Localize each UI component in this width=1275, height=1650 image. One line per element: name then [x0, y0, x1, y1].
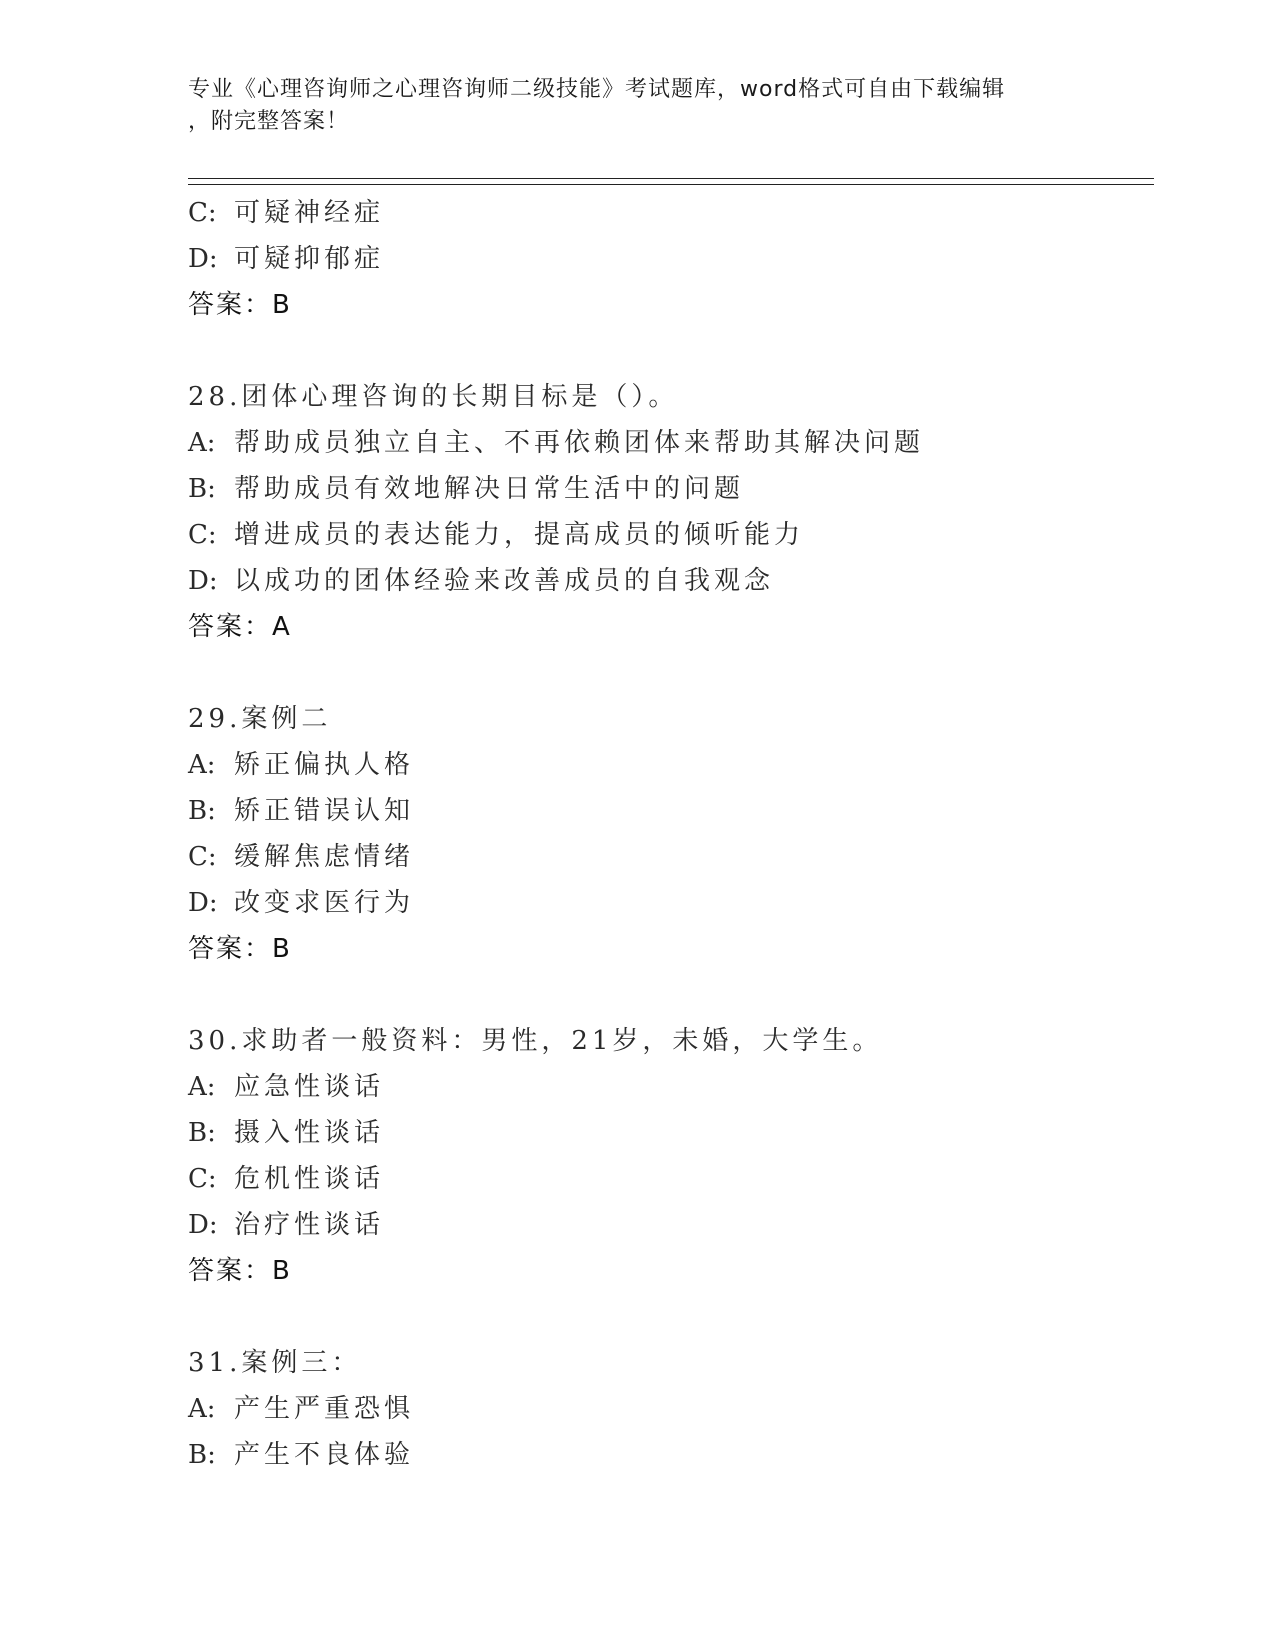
option-d: D: 可疑抑郁症 — [188, 244, 385, 274]
answer-line: 答案：A — [188, 612, 292, 642]
option-c: C: 增进成员的表达能力，提高成员的倾听能力 — [188, 520, 805, 550]
option-a: A: 应急性谈话 — [188, 1072, 385, 1102]
header-divider-bottom — [188, 184, 1154, 185]
header-line-2: ，附完整答案！ — [188, 109, 350, 134]
question-stem: 30.求助者一般资料：男性，21岁，未婚，大学生。 — [188, 1026, 883, 1056]
option-d: D: 以成功的团体经验来改善成员的自我观念 — [188, 566, 775, 596]
option-b: B: 矫正错误认知 — [188, 796, 415, 826]
option-c: C: 缓解焦虑情绪 — [188, 842, 415, 872]
header-line-1: 专业《心理咨询师之心理咨询师二级技能》考试题库，word格式可自由下载编辑 — [188, 77, 1006, 102]
option-c: C: 危机性谈话 — [188, 1164, 385, 1194]
option-d: D: 改变求医行为 — [188, 888, 415, 918]
document-header — [188, 74, 1078, 138]
option-d: D: 治疗性谈话 — [188, 1210, 385, 1240]
spacer — [188, 972, 1138, 1018]
option-a: A: 帮助成员独立自主、不再依赖团体来帮助其解决问题 — [188, 428, 925, 458]
question-stem: 29.案例二 — [188, 704, 332, 734]
option-c: C: 可疑神经症 — [188, 198, 385, 228]
answer-line: 答案：B — [188, 934, 292, 964]
question-stem: 31.案例三： — [188, 1348, 362, 1378]
spacer — [188, 1294, 1138, 1340]
option-a: A: 矫正偏执人格 — [188, 750, 415, 780]
answer-line: 答案：B — [188, 290, 292, 320]
option-b: B: 产生不良体验 — [188, 1440, 415, 1470]
question-stem: 28.团体心理咨询的长期目标是（）。 — [188, 382, 679, 412]
option-a: A: 产生严重恐惧 — [188, 1394, 415, 1424]
option-b: B: 帮助成员有效地解决日常生活中的问题 — [188, 474, 745, 504]
spacer — [188, 328, 1138, 374]
answer-line: 答案：B — [188, 1256, 292, 1286]
header-divider-top — [188, 178, 1154, 179]
option-b: B: 摄入性谈话 — [188, 1118, 385, 1148]
spacer — [188, 650, 1138, 696]
question-list — [188, 190, 1138, 1478]
